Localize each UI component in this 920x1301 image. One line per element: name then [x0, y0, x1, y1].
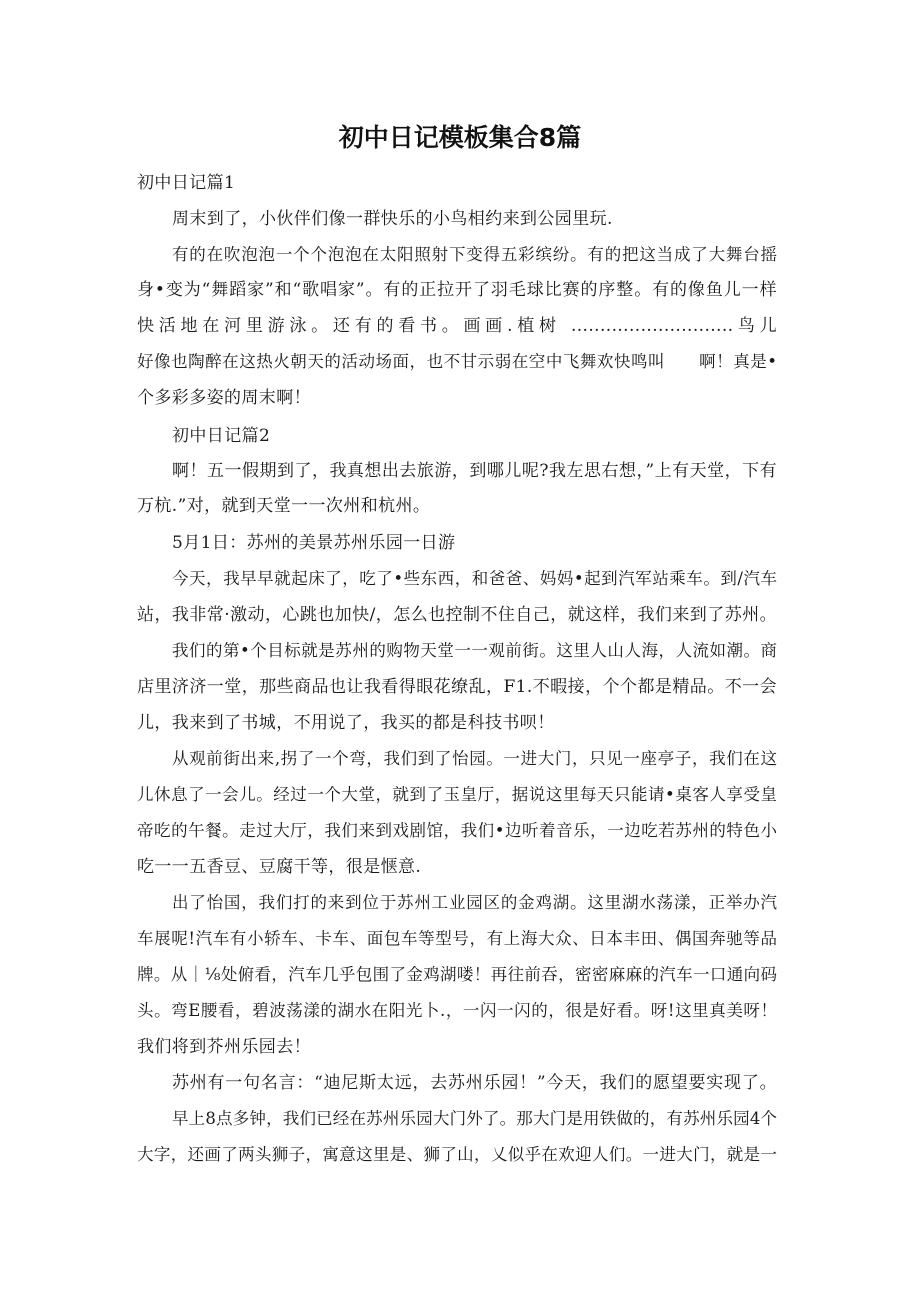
text-line: 个多彩多姿的周末啊！: [137, 388, 311, 408]
text-line: 头。弯E腰看，碧波荡漾的湖水在阳光卜.，一闪一闪的，很是好看。呀!这里真美呀！: [137, 1001, 777, 1020]
text-line: 有的在吹泡泡一个个泡泡在太阳照射下变得五彩缤纷。有的把这当成了大舞台摇: [172, 245, 777, 264]
text-line: 大字，还画了两头狮子，寓意这里是、狮了山，乂似乎在欢迎人们。一进大门，就是一: [137, 1145, 777, 1164]
text-line: 帝吃的午餐。走过大厅，我们来到戏剧馆，我们•边听着音乐，一边吃若苏州的特色小: [137, 821, 777, 840]
text-line: 儿，我来到了书城，不用说了，我买的都是科技书呗！: [137, 713, 555, 733]
text-line: 店里济济一堂，那些商品也让我看得眼花缭乱，F1.不暇接，个个都是精品。不一会: [137, 677, 777, 697]
text-line: 儿休息了一会儿。经过一个大堂，就到了玉皇厅，据说这里每天只能请•桌客人享受皇: [137, 785, 777, 804]
section-heading: 初中日记篇1: [137, 173, 236, 193]
text-line: 吃一一五香豆、豆腐干等，很是惬意.: [137, 857, 422, 877]
text-line: 车展呢!汽车有小轿车、卡车、面包车等型号，有上海大众、日本丰田、偶国奔驰等品: [137, 929, 777, 948]
text-line: 从观前街出来,拐了一个弯，我们到了怡园。一进大门，只见一座亭子，我们在这: [172, 749, 777, 768]
text-line: 我们的第•个目标就是苏州的购物天堂一一观前街。这里人山人海，人流如潮。商: [172, 641, 777, 660]
text-line: 苏州有一句名言：“迪尼斯太远，去苏州乐园！”今天，我们的愿望要实现了。: [172, 1073, 777, 1093]
text-line: 快活地在河里游泳。还有的看书。画画.植树 ............................鸟儿: [137, 316, 777, 336]
text-line: 今天，我早早就起床了，吃了•些东西，和爸爸、妈妈•起到汽军站乘车。到/汽车: [172, 569, 777, 588]
text-line: 早上8点多钟，我们已经在苏州乐园大门外了。那大门是用铁做的，有苏州乐园4个: [172, 1109, 777, 1128]
section-heading: 初中日记篇2: [172, 426, 271, 446]
text-line: 好像也陶醉在这热火朝天的活动场面，也不甘示弱在空中飞舞欢快鸣叫 啊！真是•: [137, 352, 777, 371]
text-line: 站，我非常·激动，心跳也加快/，怎么也控制不住自己，就这样，我们来到了苏州。: [137, 605, 777, 625]
text-line: 啊！五一假期到了，我真想出去旅游，到哪儿呢?我左思右想，”上有天堂，下有: [172, 461, 777, 481]
text-line: 出了怡国，我们打的来到位于苏州工业园区的金鸡湖。这里湖水荡漾，正举办汽: [172, 893, 777, 912]
text-line: 牌。从｜⅛处俯看，汽车几乎包围了金鸡湖喽！再往前吞，密密麻麻的汽车一口通向码: [137, 965, 777, 984]
text-line: 我们将到芥州乐园去！: [137, 1037, 311, 1057]
text-line: 万杭.”对，就到天堂一一次州和杭州。: [137, 496, 431, 516]
text-line: 身•变为“舞蹈家”和“歌唱家”。有的正拉开了羽毛球比赛的序整。有的像鱼儿一样: [137, 280, 777, 300]
text-line: 周末到了，小伙伴们像一群快乐的小鸟相约来到公园里玩.: [172, 209, 613, 229]
document-title: 初中日记模板集合8篇: [338, 123, 582, 152]
text-line: 5月1日：苏州的美景苏州乐园一日游: [172, 533, 456, 553]
